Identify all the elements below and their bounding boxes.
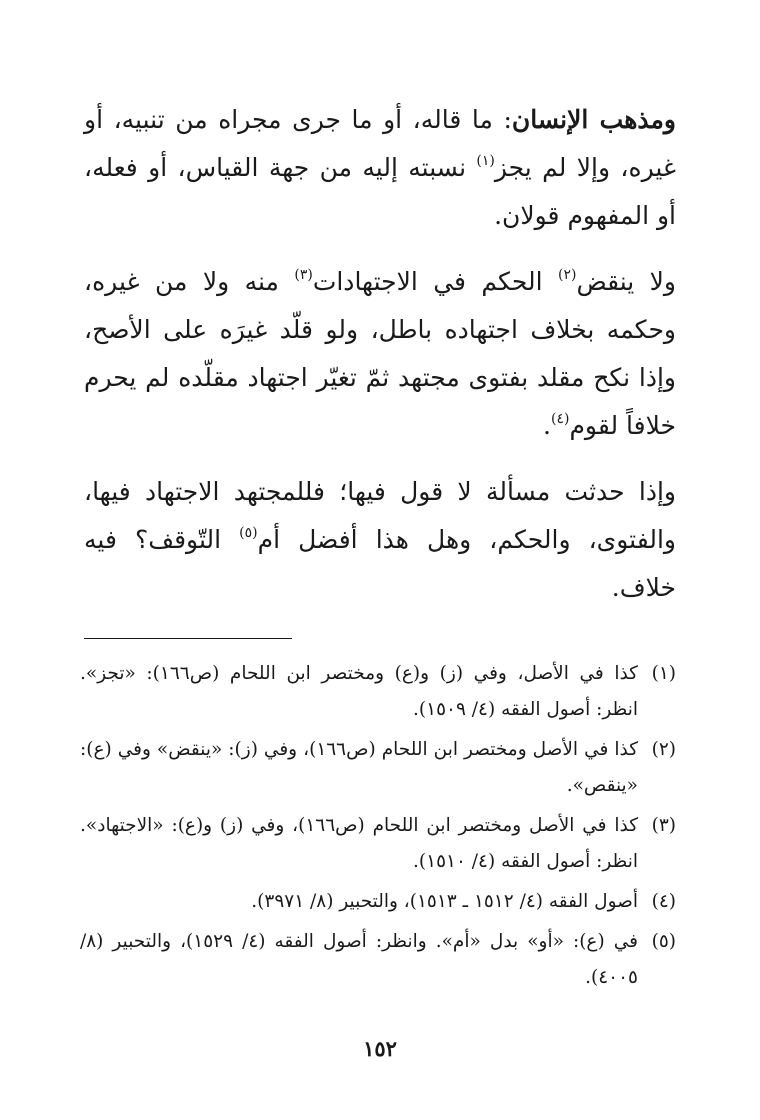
footnote-ref-4[interactable]: (٤)	[550, 411, 570, 427]
footnote-number: (٥)	[651, 931, 676, 952]
footnote-text: كذا في الأصل، وفي (ز) و(ع) ومختصر ابن اللحام (ص١٦٦): «تجز». انظر: أصول الفقه (٤/ ١٥٠٩).	[80, 663, 638, 720]
paragraph-3-text-b: التّوقف؟ فيه خلاف.	[84, 525, 676, 602]
footnote-ref-3[interactable]: (٣)	[294, 267, 313, 283]
footnote-number: (٢)	[651, 739, 676, 760]
footnotes	[80, 656, 676, 1000]
footnote-number: (٣)	[651, 815, 676, 836]
paragraph-1	[84, 96, 676, 240]
paragraph-1-text-b: نسبته إليه من جهة القياس، أو فعله، أو المفهوم قولان.	[84, 153, 676, 230]
footnote-text: كذا في الأصل ومختصر ابن اللحام (ص١٦٦)، وفي (ز): «ينقض» وفي (ع): «ينقص».	[80, 739, 638, 796]
footnote-5	[80, 924, 676, 996]
footnote-ref-5[interactable]: (٥)	[239, 525, 258, 541]
paragraph-3-text-a: وإذا حدثت مسألة لا قول فيها؛ فللمجتهد الاجتهاد فيها، والفتوى، والحكم، وهل هذا أفضل أم	[84, 477, 676, 554]
page-number: ١٥٢	[363, 1036, 397, 1061]
footnote-number: (٤)	[651, 891, 676, 912]
footnote-1	[80, 656, 676, 728]
paragraph-2-text-d: .	[543, 411, 551, 440]
paragraph-1-lead: ومذهب الإنسان	[511, 105, 676, 134]
paragraph-1-text-a: : ما قاله، أو ما جرى مجراه من تنبيه، أو غيره، وإلا لم يجز	[84, 105, 676, 182]
footnote-2	[80, 732, 676, 804]
footnote-text: أصول الفقه (٤/ ١٥١٢ ـ ١٥١٣)، والتحبير (٨/ ٣٩٧١).	[251, 891, 638, 912]
footnote-ref-2[interactable]: (٢)	[557, 267, 577, 283]
footnote-3	[80, 808, 676, 880]
paragraph-2	[84, 258, 676, 450]
footnote-4	[80, 884, 676, 920]
footnote-number: (١)	[651, 663, 676, 684]
footnote-ref-1[interactable]: (١)	[476, 153, 495, 169]
paragraph-2-text-c: منه ولا من غيره، وحكمه بخلاف اجتهاده باطل، ولو قلّد غيرَه على الأصح، وإذا نكح مقلد بفتوى مجتهد ثمّ تغيّر اجتهاد مقلّده لم يحرم خلافاً لقوم	[84, 267, 676, 440]
footnote-text: كذا في الأصل ومختصر ابن اللحام (ص١٦٦)، وفي (ز) و(ع): «الاجتهاد». انظر: أصول الفقه (٤/ ١٥١٠).	[80, 815, 639, 872]
main-text	[84, 96, 676, 630]
paragraph-2-text-b: الحكم في الاجتهادات	[312, 267, 558, 296]
footnote-text: في (ع): «أو» بدل «أم». وانظر: أصول الفقه (٤/ ١٥٢٩)، والتحبير (٨/ ٤٠٠٥).	[80, 931, 638, 988]
paragraph-2-text-a: ولا ينقض	[576, 267, 676, 296]
footnote-separator	[84, 638, 292, 639]
paragraph-3	[84, 468, 676, 612]
